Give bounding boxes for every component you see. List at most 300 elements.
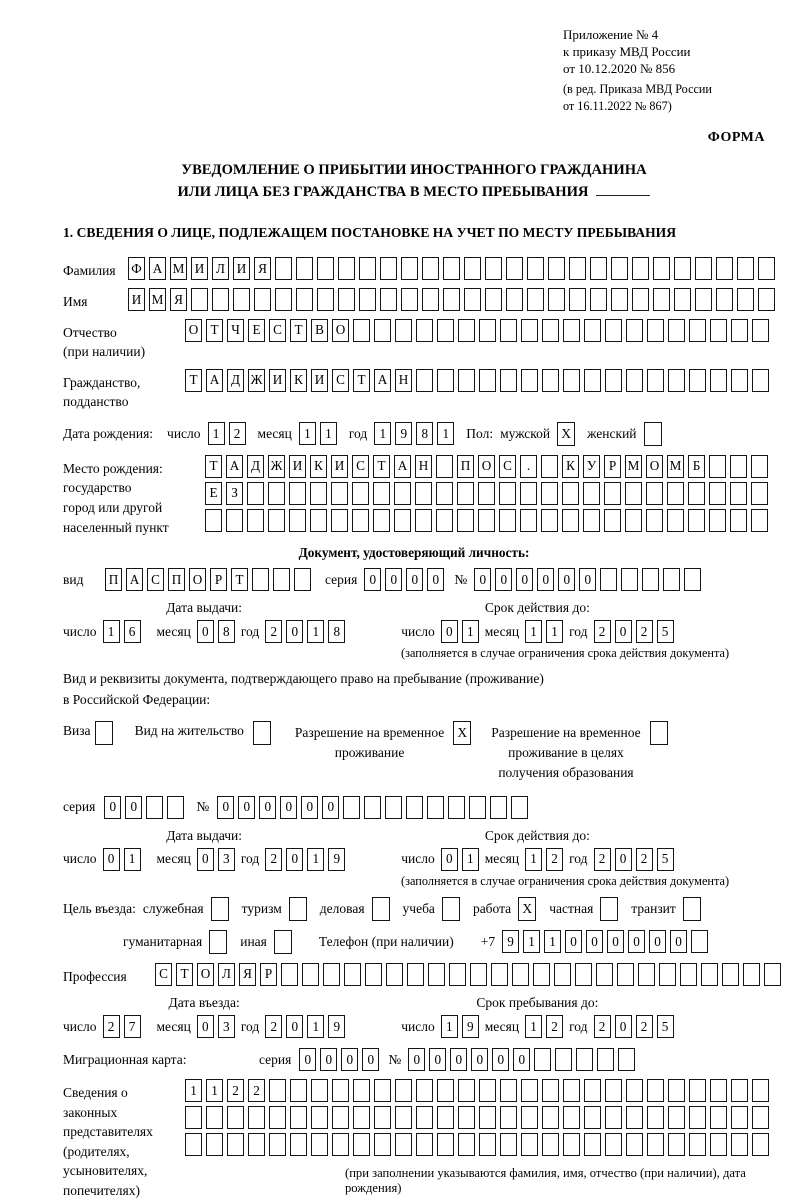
form-cell[interactable] bbox=[674, 288, 691, 311]
form-cell[interactable]: 2 bbox=[546, 1015, 563, 1038]
residence-issue-month-input[interactable] bbox=[197, 848, 235, 871]
form-cell[interactable] bbox=[583, 509, 600, 532]
form-cell[interactable] bbox=[499, 482, 516, 505]
form-cell[interactable]: 0 bbox=[104, 796, 121, 819]
form-cell[interactable] bbox=[275, 288, 292, 311]
form-cell[interactable] bbox=[247, 482, 264, 505]
temp-residence-education-checkbox[interactable] bbox=[650, 721, 668, 745]
form-cell[interactable]: Л bbox=[212, 257, 229, 280]
representatives-row2-input[interactable] bbox=[185, 1106, 769, 1129]
form-cell[interactable] bbox=[751, 455, 768, 478]
form-cell[interactable] bbox=[449, 963, 466, 986]
form-cell[interactable]: 0 bbox=[125, 796, 142, 819]
form-cell[interactable] bbox=[512, 963, 529, 986]
form-cell[interactable] bbox=[310, 482, 327, 505]
form-cell[interactable] bbox=[611, 288, 628, 311]
form-cell[interactable] bbox=[604, 509, 621, 532]
form-cell[interactable] bbox=[338, 257, 355, 280]
form-cell[interactable] bbox=[605, 1106, 622, 1129]
form-cell[interactable] bbox=[709, 482, 726, 505]
entry-month-input[interactable] bbox=[197, 1015, 235, 1038]
form-cell[interactable] bbox=[625, 509, 642, 532]
form-cell[interactable] bbox=[653, 257, 670, 280]
form-cell[interactable] bbox=[458, 369, 475, 392]
birthplace-row2-input[interactable] bbox=[205, 482, 768, 505]
form-cell[interactable] bbox=[343, 796, 360, 819]
form-cell[interactable] bbox=[310, 509, 327, 532]
form-cell[interactable] bbox=[422, 288, 439, 311]
form-cell[interactable]: В bbox=[311, 319, 328, 342]
form-cell[interactable] bbox=[680, 963, 697, 986]
form-cell[interactable]: Ч bbox=[227, 319, 244, 342]
form-cell[interactable]: И bbox=[311, 369, 328, 392]
form-cell[interactable] bbox=[296, 288, 313, 311]
form-cell[interactable] bbox=[758, 288, 775, 311]
purpose-transit-checkbox[interactable] bbox=[683, 897, 701, 921]
form-cell[interactable]: Е bbox=[205, 482, 222, 505]
form-cell[interactable] bbox=[604, 482, 621, 505]
patronymic-input[interactable] bbox=[185, 319, 769, 342]
form-cell[interactable]: 0 bbox=[579, 568, 596, 591]
form-cell[interactable] bbox=[590, 288, 607, 311]
form-cell[interactable]: 1 bbox=[307, 848, 324, 871]
form-cell[interactable]: 5 bbox=[657, 1015, 674, 1038]
form-cell[interactable] bbox=[752, 1133, 769, 1156]
form-cell[interactable] bbox=[737, 288, 754, 311]
form-cell[interactable] bbox=[352, 509, 369, 532]
form-cell[interactable] bbox=[674, 257, 691, 280]
form-cell[interactable]: М bbox=[667, 455, 684, 478]
form-cell[interactable] bbox=[520, 482, 537, 505]
form-cell[interactable]: 2 bbox=[546, 848, 563, 871]
phone-input[interactable] bbox=[502, 930, 708, 953]
form-cell[interactable]: С bbox=[147, 568, 164, 591]
form-cell[interactable] bbox=[542, 319, 559, 342]
form-cell[interactable]: 1 bbox=[185, 1079, 202, 1102]
form-cell[interactable] bbox=[521, 319, 538, 342]
form-cell[interactable] bbox=[621, 568, 638, 591]
form-cell[interactable]: 3 bbox=[218, 848, 235, 871]
form-cell[interactable] bbox=[437, 1106, 454, 1129]
form-cell[interactable] bbox=[226, 509, 243, 532]
form-cell[interactable]: 0 bbox=[495, 568, 512, 591]
form-cell[interactable]: 0 bbox=[586, 930, 603, 953]
doc-number-input[interactable] bbox=[474, 568, 701, 591]
form-cell[interactable] bbox=[290, 1079, 307, 1102]
form-cell[interactable] bbox=[521, 1106, 538, 1129]
form-cell[interactable]: 3 bbox=[218, 1015, 235, 1038]
form-cell[interactable] bbox=[416, 1106, 433, 1129]
form-cell[interactable] bbox=[626, 1079, 643, 1102]
form-cell[interactable] bbox=[563, 1133, 580, 1156]
form-cell[interactable] bbox=[395, 1106, 412, 1129]
form-cell[interactable]: Т bbox=[205, 455, 222, 478]
form-cell[interactable] bbox=[562, 482, 579, 505]
form-cell[interactable] bbox=[416, 369, 433, 392]
form-cell[interactable] bbox=[332, 1106, 349, 1129]
form-cell[interactable]: 6 bbox=[124, 620, 141, 643]
form-cell[interactable] bbox=[695, 257, 712, 280]
form-cell[interactable]: 2 bbox=[103, 1015, 120, 1038]
form-cell[interactable] bbox=[563, 1106, 580, 1129]
form-cell[interactable] bbox=[563, 1079, 580, 1102]
form-cell[interactable]: 0 bbox=[537, 568, 554, 591]
form-cell[interactable]: 0 bbox=[301, 796, 318, 819]
form-cell[interactable] bbox=[663, 568, 680, 591]
expiry-month-input[interactable] bbox=[525, 620, 563, 643]
form-cell[interactable]: 1 bbox=[441, 1015, 458, 1038]
form-cell[interactable] bbox=[590, 257, 607, 280]
form-cell[interactable] bbox=[563, 319, 580, 342]
form-cell[interactable]: 0 bbox=[362, 1048, 379, 1071]
form-cell[interactable] bbox=[458, 1079, 475, 1102]
form-cell[interactable] bbox=[511, 796, 528, 819]
form-cell[interactable]: 2 bbox=[229, 422, 246, 445]
form-cell[interactable] bbox=[437, 1133, 454, 1156]
form-cell[interactable]: 0 bbox=[649, 930, 666, 953]
form-cell[interactable] bbox=[206, 1106, 223, 1129]
form-cell[interactable]: 5 bbox=[657, 620, 674, 643]
form-cell[interactable]: О bbox=[185, 319, 202, 342]
form-cell[interactable] bbox=[252, 568, 269, 591]
form-cell[interactable] bbox=[212, 288, 229, 311]
form-cell[interactable]: 0 bbox=[197, 1015, 214, 1038]
form-cell[interactable] bbox=[668, 369, 685, 392]
doc-series-input[interactable] bbox=[364, 568, 444, 591]
form-cell[interactable] bbox=[436, 509, 453, 532]
form-cell[interactable]: 9 bbox=[395, 422, 412, 445]
form-cell[interactable]: 9 bbox=[328, 848, 345, 871]
form-cell[interactable] bbox=[751, 509, 768, 532]
form-cell[interactable] bbox=[395, 1133, 412, 1156]
form-cell[interactable] bbox=[668, 1079, 685, 1102]
form-cell[interactable] bbox=[247, 509, 264, 532]
representatives-row1-input[interactable] bbox=[185, 1079, 769, 1102]
sex-female-checkbox[interactable] bbox=[644, 422, 662, 446]
form-cell[interactable] bbox=[479, 1133, 496, 1156]
form-cell[interactable] bbox=[365, 963, 382, 986]
form-cell[interactable] bbox=[709, 455, 726, 478]
form-cell[interactable]: 8 bbox=[416, 422, 433, 445]
form-cell[interactable] bbox=[437, 319, 454, 342]
form-cell[interactable] bbox=[269, 1106, 286, 1129]
form-cell[interactable] bbox=[638, 963, 655, 986]
form-cell[interactable]: Т bbox=[206, 319, 223, 342]
form-cell[interactable] bbox=[395, 319, 412, 342]
residence-issue-day-input[interactable] bbox=[103, 848, 141, 871]
form-cell[interactable]: 0 bbox=[607, 930, 624, 953]
form-cell[interactable] bbox=[273, 568, 290, 591]
form-cell[interactable] bbox=[479, 1106, 496, 1129]
form-cell[interactable] bbox=[281, 963, 298, 986]
form-cell[interactable]: 0 bbox=[670, 930, 687, 953]
form-cell[interactable]: 0 bbox=[615, 620, 632, 643]
form-cell[interactable]: 2 bbox=[594, 1015, 611, 1038]
form-cell[interactable]: 0 bbox=[441, 620, 458, 643]
form-cell[interactable] bbox=[626, 1133, 643, 1156]
form-cell[interactable]: 2 bbox=[265, 1015, 282, 1038]
form-cell[interactable]: П bbox=[457, 455, 474, 478]
form-cell[interactable]: 0 bbox=[427, 568, 444, 591]
residence-series-input[interactable] bbox=[104, 796, 184, 819]
form-cell[interactable]: 1 bbox=[208, 422, 225, 445]
form-cell[interactable]: 2 bbox=[594, 848, 611, 871]
form-cell[interactable] bbox=[731, 1079, 748, 1102]
form-cell[interactable] bbox=[416, 319, 433, 342]
form-cell[interactable]: Л bbox=[218, 963, 235, 986]
form-cell[interactable] bbox=[710, 369, 727, 392]
form-cell[interactable] bbox=[294, 568, 311, 591]
form-cell[interactable]: О bbox=[189, 568, 206, 591]
form-cell[interactable] bbox=[520, 509, 537, 532]
birth-year-input[interactable] bbox=[374, 422, 454, 445]
form-cell[interactable] bbox=[555, 1048, 572, 1071]
form-cell[interactable] bbox=[667, 482, 684, 505]
form-cell[interactable] bbox=[563, 369, 580, 392]
form-cell[interactable] bbox=[731, 1133, 748, 1156]
form-cell[interactable] bbox=[352, 482, 369, 505]
form-cell[interactable] bbox=[500, 1106, 517, 1129]
form-cell[interactable] bbox=[731, 1106, 748, 1129]
form-cell[interactable] bbox=[500, 1133, 517, 1156]
birth-month-input[interactable] bbox=[299, 422, 337, 445]
form-cell[interactable] bbox=[542, 1079, 559, 1102]
form-cell[interactable]: 0 bbox=[558, 568, 575, 591]
form-cell[interactable]: 5 bbox=[657, 848, 674, 871]
form-cell[interactable] bbox=[331, 482, 348, 505]
form-cell[interactable] bbox=[617, 963, 634, 986]
form-cell[interactable] bbox=[722, 963, 739, 986]
form-cell[interactable] bbox=[500, 1079, 517, 1102]
form-cell[interactable] bbox=[427, 796, 444, 819]
migration-series-input[interactable] bbox=[299, 1048, 379, 1071]
form-cell[interactable] bbox=[605, 1133, 622, 1156]
name-input[interactable] bbox=[128, 288, 775, 311]
form-cell[interactable] bbox=[506, 257, 523, 280]
form-cell[interactable]: 0 bbox=[429, 1048, 446, 1071]
form-cell[interactable] bbox=[146, 796, 163, 819]
form-cell[interactable]: 0 bbox=[320, 1048, 337, 1071]
form-cell[interactable] bbox=[626, 319, 643, 342]
migration-number-input[interactable] bbox=[408, 1048, 635, 1071]
form-cell[interactable] bbox=[302, 963, 319, 986]
form-cell[interactable] bbox=[457, 482, 474, 505]
form-cell[interactable]: 0 bbox=[615, 848, 632, 871]
form-cell[interactable] bbox=[415, 482, 432, 505]
form-cell[interactable]: М bbox=[149, 288, 166, 311]
form-cell[interactable] bbox=[373, 509, 390, 532]
birthplace-row1-input[interactable] bbox=[205, 455, 768, 478]
form-cell[interactable] bbox=[653, 288, 670, 311]
form-cell[interactable] bbox=[323, 963, 340, 986]
form-cell[interactable]: С bbox=[332, 369, 349, 392]
form-cell[interactable]: 0 bbox=[197, 848, 214, 871]
form-cell[interactable] bbox=[458, 1106, 475, 1129]
form-cell[interactable] bbox=[618, 1048, 635, 1071]
form-cell[interactable] bbox=[227, 1106, 244, 1129]
form-cell[interactable] bbox=[710, 1133, 727, 1156]
form-cell[interactable]: И bbox=[233, 257, 250, 280]
form-cell[interactable] bbox=[752, 319, 769, 342]
form-cell[interactable] bbox=[647, 1079, 664, 1102]
form-cell[interactable] bbox=[374, 1133, 391, 1156]
form-cell[interactable] bbox=[689, 1106, 706, 1129]
form-cell[interactable] bbox=[338, 288, 355, 311]
issue-day-input[interactable] bbox=[103, 620, 141, 643]
form-cell[interactable]: А bbox=[149, 257, 166, 280]
form-cell[interactable] bbox=[233, 288, 250, 311]
stay-year-input[interactable] bbox=[594, 1015, 674, 1038]
form-cell[interactable]: Н bbox=[395, 369, 412, 392]
purpose-private-checkbox[interactable] bbox=[600, 897, 618, 921]
form-cell[interactable]: Ж bbox=[248, 369, 265, 392]
form-cell[interactable] bbox=[533, 963, 550, 986]
form-cell[interactable] bbox=[584, 1133, 601, 1156]
form-cell[interactable] bbox=[469, 796, 486, 819]
form-cell[interactable] bbox=[479, 1079, 496, 1102]
form-cell[interactable]: 1 bbox=[525, 1015, 542, 1038]
form-cell[interactable]: Ж bbox=[268, 455, 285, 478]
form-cell[interactable]: О bbox=[197, 963, 214, 986]
form-cell[interactable] bbox=[521, 1133, 538, 1156]
form-cell[interactable] bbox=[752, 1106, 769, 1129]
form-cell[interactable] bbox=[289, 482, 306, 505]
form-cell[interactable] bbox=[394, 482, 411, 505]
form-cell[interactable] bbox=[605, 319, 622, 342]
form-cell[interactable]: 0 bbox=[280, 796, 297, 819]
form-cell[interactable] bbox=[752, 369, 769, 392]
form-cell[interactable] bbox=[584, 1079, 601, 1102]
doc-type-input[interactable] bbox=[105, 568, 311, 591]
form-cell[interactable] bbox=[500, 369, 517, 392]
form-cell[interactable] bbox=[359, 288, 376, 311]
form-cell[interactable] bbox=[500, 319, 517, 342]
form-cell[interactable]: 0 bbox=[441, 848, 458, 871]
form-cell[interactable]: 0 bbox=[385, 568, 402, 591]
form-cell[interactable]: А bbox=[226, 455, 243, 478]
form-cell[interactable]: Я bbox=[239, 963, 256, 986]
form-cell[interactable]: С bbox=[155, 963, 172, 986]
form-cell[interactable]: 0 bbox=[406, 568, 423, 591]
form-cell[interactable] bbox=[611, 257, 628, 280]
form-cell[interactable]: 2 bbox=[636, 620, 653, 643]
form-cell[interactable] bbox=[646, 482, 663, 505]
purpose-humanitarian-checkbox[interactable] bbox=[209, 930, 227, 954]
form-cell[interactable]: Т bbox=[231, 568, 248, 591]
form-cell[interactable] bbox=[385, 796, 402, 819]
form-cell[interactable] bbox=[436, 482, 453, 505]
form-cell[interactable]: П bbox=[168, 568, 185, 591]
form-cell[interactable] bbox=[575, 963, 592, 986]
form-cell[interactable] bbox=[269, 1079, 286, 1102]
form-cell[interactable] bbox=[521, 369, 538, 392]
form-cell[interactable]: 0 bbox=[628, 930, 645, 953]
form-cell[interactable] bbox=[548, 288, 565, 311]
form-cell[interactable] bbox=[478, 509, 495, 532]
form-cell[interactable]: 0 bbox=[286, 1015, 303, 1038]
form-cell[interactable] bbox=[374, 1079, 391, 1102]
form-cell[interactable]: Т bbox=[176, 963, 193, 986]
visa-checkbox[interactable] bbox=[95, 721, 113, 745]
form-cell[interactable]: 0 bbox=[197, 620, 214, 643]
form-cell[interactable] bbox=[542, 1133, 559, 1156]
stay-day-input[interactable] bbox=[441, 1015, 479, 1038]
form-cell[interactable] bbox=[353, 1133, 370, 1156]
form-cell[interactable]: Т bbox=[290, 319, 307, 342]
form-cell[interactable] bbox=[443, 288, 460, 311]
form-cell[interactable]: С bbox=[352, 455, 369, 478]
form-cell[interactable] bbox=[716, 288, 733, 311]
form-cell[interactable] bbox=[290, 1133, 307, 1156]
form-cell[interactable] bbox=[479, 369, 496, 392]
form-cell[interactable] bbox=[386, 963, 403, 986]
form-cell[interactable] bbox=[632, 288, 649, 311]
form-cell[interactable] bbox=[752, 1079, 769, 1102]
form-cell[interactable] bbox=[359, 257, 376, 280]
form-cell[interactable] bbox=[428, 963, 445, 986]
form-cell[interactable] bbox=[290, 1106, 307, 1129]
form-cell[interactable]: 0 bbox=[450, 1048, 467, 1071]
form-cell[interactable] bbox=[443, 257, 460, 280]
form-cell[interactable]: 9 bbox=[502, 930, 519, 953]
form-cell[interactable] bbox=[731, 319, 748, 342]
form-cell[interactable] bbox=[353, 1079, 370, 1102]
form-cell[interactable] bbox=[584, 369, 601, 392]
form-cell[interactable] bbox=[191, 288, 208, 311]
surname-input[interactable] bbox=[128, 257, 775, 280]
form-cell[interactable] bbox=[605, 369, 622, 392]
form-cell[interactable] bbox=[470, 963, 487, 986]
form-cell[interactable] bbox=[422, 257, 439, 280]
form-cell[interactable] bbox=[709, 509, 726, 532]
form-cell[interactable] bbox=[380, 288, 397, 311]
form-cell[interactable] bbox=[458, 1133, 475, 1156]
form-cell[interactable]: 9 bbox=[462, 1015, 479, 1038]
form-cell[interactable]: 1 bbox=[206, 1079, 223, 1102]
form-cell[interactable] bbox=[701, 963, 718, 986]
form-cell[interactable] bbox=[331, 509, 348, 532]
form-cell[interactable]: 0 bbox=[103, 848, 120, 871]
form-cell[interactable] bbox=[464, 288, 481, 311]
form-cell[interactable] bbox=[373, 482, 390, 505]
form-cell[interactable] bbox=[457, 509, 474, 532]
form-cell[interactable] bbox=[499, 509, 516, 532]
form-cell[interactable] bbox=[730, 509, 747, 532]
form-cell[interactable]: 1 bbox=[462, 848, 479, 871]
form-cell[interactable] bbox=[167, 796, 184, 819]
form-cell[interactable] bbox=[668, 1106, 685, 1129]
form-cell[interactable]: 2 bbox=[227, 1079, 244, 1102]
form-cell[interactable] bbox=[541, 455, 558, 478]
form-cell[interactable] bbox=[353, 319, 370, 342]
form-cell[interactable] bbox=[646, 509, 663, 532]
form-cell[interactable]: К bbox=[310, 455, 327, 478]
form-cell[interactable]: 0 bbox=[364, 568, 381, 591]
residence-expiry-month-input[interactable] bbox=[525, 848, 563, 871]
form-cell[interactable] bbox=[458, 319, 475, 342]
form-cell[interactable] bbox=[436, 455, 453, 478]
form-cell[interactable] bbox=[625, 482, 642, 505]
form-cell[interactable]: А bbox=[394, 455, 411, 478]
form-cell[interactable] bbox=[205, 509, 222, 532]
form-cell[interactable] bbox=[647, 319, 664, 342]
form-cell[interactable]: 1 bbox=[525, 620, 542, 643]
form-cell[interactable] bbox=[521, 1079, 538, 1102]
form-cell[interactable] bbox=[647, 1133, 664, 1156]
form-cell[interactable]: 9 bbox=[328, 1015, 345, 1038]
form-cell[interactable] bbox=[596, 963, 613, 986]
form-cell[interactable] bbox=[534, 1048, 551, 1071]
